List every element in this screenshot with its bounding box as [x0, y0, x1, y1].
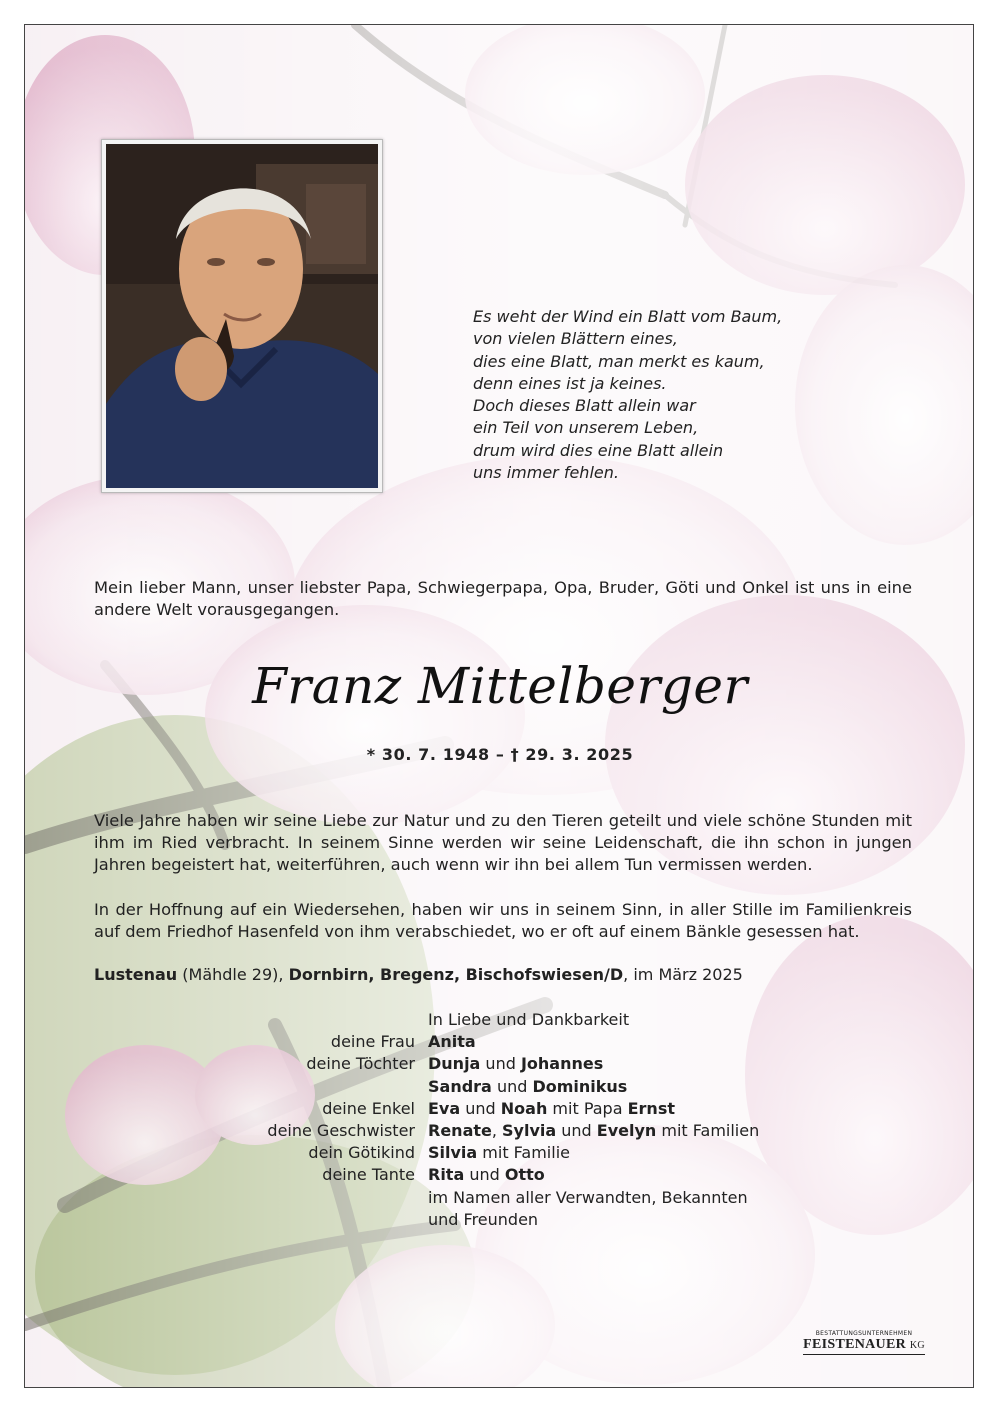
mourner-relation: deine Tante	[322, 1165, 415, 1185]
mourner-name: Silvia	[428, 1143, 478, 1163]
mourner-row	[25, 1164, 974, 1186]
mourner-row	[25, 1187, 974, 1209]
mourner-row	[25, 1053, 974, 1075]
mourners-heading: In Liebe und Dankbarkeit	[428, 1010, 630, 1029]
mourner-name: Otto	[504, 1165, 545, 1185]
mourner-connector: und	[491, 1076, 533, 1096]
mourner-name: Eva	[428, 1098, 461, 1118]
mourner-row	[25, 1076, 974, 1098]
mourner-name: Johannes	[520, 1054, 604, 1074]
logo-rule	[803, 1354, 925, 1355]
mourner-connector: und Freunden	[428, 1209, 539, 1229]
mourners-list	[25, 1009, 974, 1231]
logo-name-text: FEISTENAUER	[803, 1337, 907, 1352]
mourner-connector: ,	[491, 1120, 503, 1140]
mourner-relation: deine Frau	[330, 1032, 415, 1052]
intro-text: Mein lieber Mann, unser liebster Papa, Schwiegerpapa, Opa, Bruder, Göti und Onkel ist uns in eine andere Welt vorausgegangen.	[94, 578, 912, 619]
mourner-name: Anita	[428, 1032, 476, 1052]
mourner-names	[428, 1098, 675, 1120]
mourner-connector: und	[556, 1120, 597, 1140]
deceased-name: Franz Mittelberger	[252, 657, 748, 715]
poem-line: Doch dieses Blatt allein war	[473, 396, 696, 416]
funeral-home-logo	[803, 1330, 925, 1355]
mourner-connector: und	[460, 1098, 501, 1118]
mourner-names	[428, 1031, 476, 1053]
mourner-name: Rita	[428, 1165, 465, 1185]
paragraph-nature: Viele Jahre haben wir seine Liebe zur Natur und zu den Tieren geteilt und viele schöne Stunden mit ihm im Ried verbracht. In seinem Sinne werden wir seine Leidenschaft, die ihn schon in jungen Jahren begeistert hat, weiterführen, auch wenn wir ihn bei allem Tun vermissen werden.	[94, 811, 912, 874]
poem-line: ein Teil von unserem Leben,	[473, 418, 699, 438]
places-others: Dornbirn, Bregenz, Bischofswiesen/D	[288, 965, 624, 984]
paragraph-farewell: In der Hoffnung auf ein Wiedersehen, haben wir uns in seinem Sinn, in aller Stille im Familienkreis auf dem Friedhof Hasenfeld von ihm verabschiedet, wo er oft auf einem Bänkle gesessen hat.	[94, 900, 912, 941]
place-lustenau: Lustenau	[94, 965, 178, 984]
poem-line: dies eine Blatt, man merkt es kaum,	[473, 351, 765, 371]
mourner-name: Sylvia	[502, 1120, 557, 1140]
mourner-relation: dein Götikind	[308, 1143, 415, 1163]
poem-line: drum wird dies eine Blatt allein	[473, 440, 724, 460]
mourner-row	[25, 1031, 974, 1053]
portrait-photo	[101, 139, 383, 493]
poem-line: Es weht der Wind ein Blatt vom Baum,	[473, 307, 783, 326]
mourner-names	[428, 1120, 759, 1142]
mourner-name: Sandra	[428, 1076, 492, 1096]
mourner-connector: im Namen aller Verwandten, Bekannten	[428, 1187, 748, 1207]
memorial-poem	[473, 306, 833, 484]
mourner-names	[428, 1142, 570, 1164]
mourner-row	[25, 1120, 974, 1142]
places-and-date	[94, 965, 743, 984]
mourner-name: Dominikus	[532, 1076, 628, 1096]
mourner-connector: mit Familie	[477, 1143, 570, 1163]
mourner-connector: mit Familien	[656, 1120, 760, 1140]
obituary-card	[24, 24, 974, 1388]
mourner-name: Ernst	[627, 1098, 675, 1118]
mourner-connector: mit Papa	[547, 1098, 628, 1118]
mourner-name: Renate	[428, 1120, 492, 1140]
mourner-names	[428, 1053, 603, 1075]
issue-date: , im März 2025	[623, 965, 743, 984]
logo-subtitle: BESTATTUNGSUNTERNEHMEN	[815, 1330, 913, 1337]
place-address: (Mähdle 29),	[177, 965, 289, 984]
mourner-row	[25, 1098, 974, 1120]
logo-name	[803, 1337, 925, 1353]
logo-suffix: KG	[909, 1340, 925, 1351]
mourner-connector: und	[480, 1054, 521, 1074]
mourner-name: Noah	[500, 1098, 548, 1118]
poem-line: uns immer fehlen.	[473, 463, 619, 483]
mourner-relation: deine Töchter	[306, 1054, 415, 1074]
mourner-names	[428, 1076, 627, 1098]
mourner-relation: deine Geschwister	[267, 1120, 415, 1140]
mourner-name: Dunja	[428, 1054, 481, 1074]
poem-line: denn eines ist ja keines.	[473, 373, 667, 393]
poem-line: von vielen Blättern eines,	[473, 329, 678, 349]
mourner-names	[428, 1187, 748, 1209]
mourner-name: Evelyn	[596, 1120, 657, 1140]
mourner-relation: deine Enkel	[322, 1098, 415, 1118]
life-dates: * 30. 7. 1948 – † 29. 3. 2025	[366, 745, 634, 764]
mourner-names	[428, 1164, 545, 1186]
mourner-row	[25, 1209, 974, 1231]
mourner-row	[25, 1142, 974, 1164]
mourner-connector: und	[464, 1165, 505, 1185]
mourner-names	[428, 1209, 538, 1231]
